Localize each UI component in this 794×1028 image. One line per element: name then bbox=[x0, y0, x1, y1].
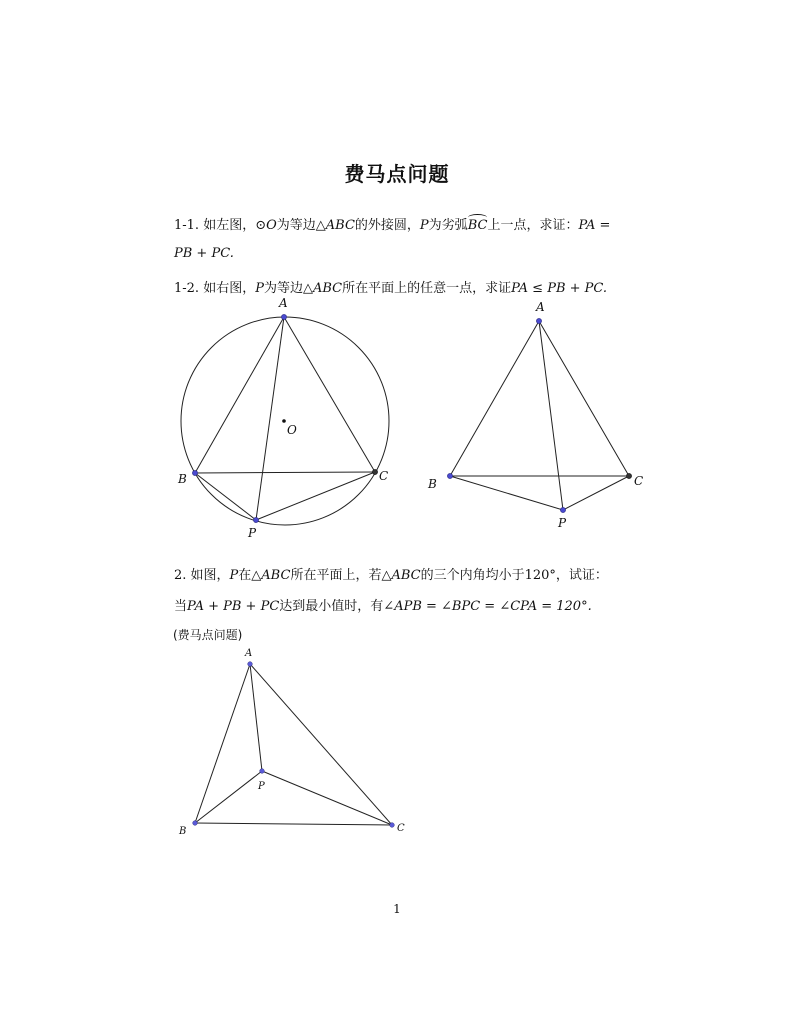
text: 1-2. 如右图， bbox=[174, 281, 256, 296]
point-p bbox=[260, 769, 265, 774]
segment-pb bbox=[195, 771, 262, 823]
page-title: 费马点问题 bbox=[344, 162, 450, 186]
math: ABC bbox=[391, 568, 421, 583]
text: 为等边△ bbox=[263, 281, 313, 296]
math: P bbox=[255, 281, 264, 296]
segment-pc bbox=[563, 476, 629, 510]
figure-right bbox=[450, 321, 629, 510]
note-label: (费马点问题) bbox=[173, 628, 243, 642]
text: 1-1. 如左图，⊙ bbox=[174, 218, 267, 233]
label-a: A bbox=[245, 648, 253, 659]
label-p: P bbox=[258, 781, 265, 792]
label-p: P bbox=[248, 526, 257, 540]
segment-bc bbox=[195, 823, 392, 825]
label-b: B bbox=[178, 472, 187, 486]
text: 上一点，求证： bbox=[487, 218, 579, 233]
math: PA bbox=[578, 218, 596, 233]
math: ABC bbox=[312, 281, 343, 296]
point-a bbox=[536, 318, 541, 323]
figure-bottom bbox=[195, 664, 392, 825]
text: 在△ bbox=[238, 568, 262, 583]
label-p: P bbox=[558, 516, 567, 530]
text: 的三个内角均小于120°，试证： bbox=[420, 568, 608, 583]
math: P bbox=[229, 568, 239, 583]
text: 2. 如图， bbox=[174, 568, 230, 583]
segment-bc bbox=[195, 472, 375, 473]
segment-pb bbox=[195, 473, 256, 520]
text: 的外接圆， bbox=[354, 218, 420, 233]
label-b: B bbox=[179, 826, 187, 837]
point-c bbox=[390, 823, 395, 828]
segment-ac bbox=[539, 321, 629, 476]
math: PA ≤ PB + PC. bbox=[511, 281, 608, 296]
figure-left-points bbox=[192, 314, 377, 522]
label-c: C bbox=[634, 474, 644, 488]
point-b bbox=[192, 470, 197, 475]
text: 达到最小值时，有∠ bbox=[279, 599, 395, 614]
text: 为劣弧 bbox=[428, 218, 468, 233]
problem-1-1-line-2: PB + PC. bbox=[174, 246, 234, 261]
figure-right-labels bbox=[427, 300, 643, 530]
label-o: O bbox=[287, 423, 297, 437]
segment-pc bbox=[262, 771, 392, 825]
segment-pb bbox=[450, 476, 563, 510]
point-o bbox=[282, 419, 286, 423]
text: 为等边△ bbox=[276, 218, 326, 233]
point-c bbox=[626, 473, 631, 478]
segment-pa bbox=[256, 317, 284, 520]
arc-bc: BC bbox=[467, 218, 488, 233]
point-p bbox=[253, 517, 258, 522]
page-number: 1 bbox=[393, 902, 401, 916]
point-b bbox=[193, 821, 198, 826]
segment-ab bbox=[450, 321, 539, 476]
segment-ab bbox=[195, 664, 250, 823]
segment-ab bbox=[195, 317, 284, 473]
text: 所在平面上，若△ bbox=[290, 568, 392, 583]
label-c: C bbox=[379, 469, 389, 483]
math: P bbox=[419, 218, 429, 233]
figure-left-labels bbox=[177, 296, 388, 540]
math: O bbox=[266, 218, 277, 233]
segment-pa bbox=[250, 664, 262, 771]
label-a: A bbox=[279, 296, 288, 310]
label-b: B bbox=[428, 477, 437, 491]
point-c bbox=[372, 469, 377, 474]
point-a bbox=[248, 662, 253, 667]
point-p bbox=[560, 507, 565, 512]
figure-bottom-points bbox=[193, 662, 395, 828]
math: = bbox=[595, 218, 611, 233]
text: 当 bbox=[174, 599, 188, 614]
math: ABC bbox=[261, 568, 291, 583]
label-c: C bbox=[397, 823, 405, 834]
math: APB = ∠BPC = ∠CPA = 120°. bbox=[394, 599, 592, 614]
segment-ac bbox=[250, 664, 392, 825]
figure-bottom-labels bbox=[178, 648, 405, 837]
segment-ac bbox=[284, 317, 375, 472]
label-a: A bbox=[536, 300, 545, 314]
point-a bbox=[281, 314, 286, 319]
math: ABC bbox=[325, 218, 355, 233]
segment-pa bbox=[539, 321, 563, 510]
math: PA + PB + PC bbox=[187, 599, 280, 614]
text: 所在平面上的任意一点，求证 bbox=[342, 281, 512, 296]
point-b bbox=[447, 473, 452, 478]
